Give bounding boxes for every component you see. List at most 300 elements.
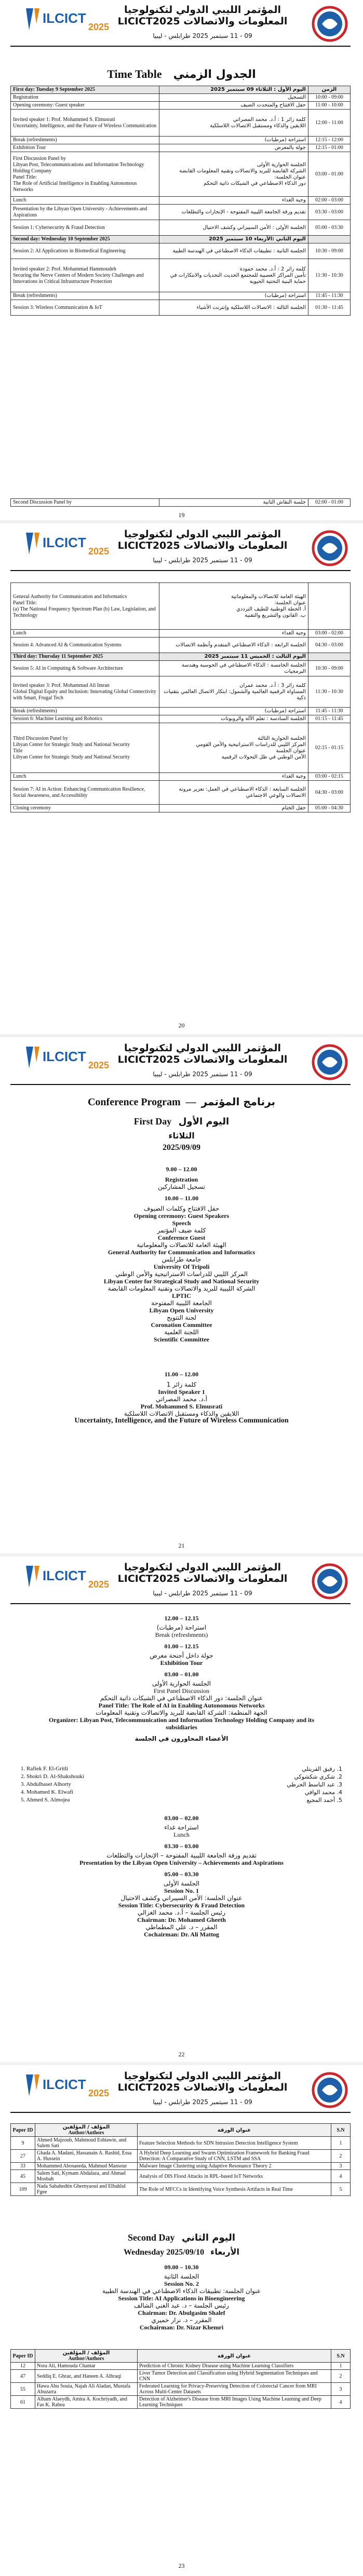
libya-emblem-icon: [312, 2069, 348, 2111]
row-en: Lunch: [11, 630, 159, 638]
table-row: [11, 94, 351, 102]
panelist: 2. Shokri D. Al-Shakshouki: [21, 1773, 84, 1780]
row-en: Second Discussion Panel by: [11, 499, 159, 507]
table-row: [11, 638, 351, 653]
program-line: المركز الليبي للدراسات الاستراتيجية والأمن الوطني: [115, 1270, 248, 1278]
paper-authors: Hawa Abu Souia, Najah Ali Aladan, Mustafa Abuzarra: [35, 2383, 138, 2396]
page-20: [0, 524, 363, 1033]
page-number: 19: [178, 511, 185, 519]
program-line: عنوان الجلسة: الأمن السيبراني وكشف الاحتيال: [120, 1894, 243, 1902]
paper-id: 27: [11, 2150, 35, 2163]
row-en: First Discussion Panel by Libyan Post, Telecommunications and Information Technology Holding Company Panel Title: The Role of Artificial Intelligence in Enabling Autonomous Networks: [11, 152, 159, 197]
row-ar: جلسة النقاش الثانية: [159, 499, 308, 507]
table-row: [11, 2396, 351, 2409]
table-row: [11, 2170, 351, 2183]
panelist: 3. Abdulbaset Alhorty: [21, 1781, 71, 1787]
program-line: كلمة ضيف المؤتمر: [157, 1227, 206, 1234]
panelist: 5. أحمد المجيع: [306, 1797, 342, 1804]
licict-logo: [22, 1041, 115, 1073]
row-ar: حفل الختام: [159, 805, 308, 812]
paper-sn: 3: [331, 2383, 351, 2396]
row-time: 01:30 - 11:45: [308, 300, 350, 316]
svg-text:2025: 2025: [88, 2088, 110, 2098]
program-line: Session No. 2: [164, 2280, 199, 2287]
program-title-en: Conference Program: [87, 1096, 181, 1108]
page-number: 21: [178, 1542, 185, 1549]
panelist: 4. محمد الوافي: [304, 1789, 342, 1796]
table-row: [11, 243, 351, 259]
row-time: 02:15 - 01:15: [308, 723, 350, 773]
table-row: [11, 583, 351, 630]
table-row: [11, 2150, 351, 2163]
row-time: 10:30 - 09:00: [308, 661, 350, 676]
row-en: Session 6: Machine Learning and Robotics: [11, 715, 159, 723]
row-time: 11:45 - 11:30: [308, 708, 350, 715]
panelists-title: الأعضاء المحاورون في الجلسة: [135, 1735, 228, 1742]
row-ar: استراحة (مرطبات): [159, 137, 308, 144]
paper-title: Analysis of DIS Flood Attacks in RPL-based IoT Networks: [138, 2170, 331, 2183]
table-row: [11, 220, 351, 236]
row-ar: الجلسة الحوارية الأولى الشركة القابضة للبريد والاتصالات وتقنية المعلومات القابضة عنوان الجلسة: دور الذكاء الاصطناعي في الشبكات ذاتية التحكم: [159, 152, 308, 197]
row-ar: الجلسة الثالثة : الاتصالات اللاسلكية وإنترنت الأشياء: [159, 300, 308, 316]
row-en: Break (refreshments): [11, 137, 159, 144]
row-en: Lunch: [11, 197, 159, 205]
program-line: الجهة المنظمة: الشركة القابضة للبريد والاتصالات وتقنية المعلومات: [96, 1709, 267, 1716]
paper-title: Liver Tumor Detection and Classification using Hybrid Segmentation Techniques and CNN: [138, 2370, 331, 2383]
program-line: Invited Speaker 1: [158, 1388, 205, 1395]
row-time: [308, 583, 350, 630]
licict-logo: [22, 3, 115, 34]
program-line: Scientific Committee: [154, 1336, 209, 1343]
paper-sn: 4: [331, 2396, 351, 2409]
col-sn: S.N: [331, 2124, 351, 2137]
program-line: Session No. 1: [164, 1887, 199, 1894]
paper-sn: 5: [331, 2183, 351, 2196]
header-rule: [10, 570, 351, 571]
program-line: Uncertainty, Intelligence, and the Future of Wireless Communication: [74, 1417, 289, 1425]
program-line: Session Title: Cybersecurity & Fraud Detection: [118, 1902, 245, 1909]
page-23: [0, 2066, 363, 2576]
program-line: LPTIC: [172, 1292, 191, 1299]
row-ar: وجبة الغداء: [159, 197, 308, 205]
paper-authors: Seddiq E. Ghraz, and Haneen A. Alhraqi: [35, 2370, 138, 2383]
session2-papers-table: [10, 2349, 351, 2409]
row-en: Opening ceremony: Guest speaker: [11, 102, 159, 110]
program-line: المقرر – د. علي المطماطي: [145, 1923, 218, 1931]
paper-authors: Mohammed Abosaeeda, Mahmud Mansour: [35, 2163, 138, 2170]
program-line: اللجنة العلمية: [164, 1328, 199, 1336]
row-time: 04:30 - 03:00: [308, 638, 350, 653]
row-ar: كلمة زائر 1 : أ.د. محمد المصراتي اللايقين والذكاء ومستقبل الاتصالات اللاسلكية: [159, 110, 308, 137]
program-line: Break (refreshments): [155, 1631, 208, 1638]
row-en: Exhibition Tour: [11, 144, 159, 152]
row-time: 10:30 - 09:00: [308, 243, 350, 259]
program-line: اللايقين والذكاء ومستقبل الاتصالات اللاسلكية: [124, 1410, 239, 1417]
program-line: First Panel Discussion: [153, 1687, 210, 1694]
row-ar: التسجيل: [159, 94, 308, 102]
col-authors: [35, 2124, 138, 2137]
page-header: [0, 1038, 363, 1101]
second-day-en: Second Day: [127, 2232, 175, 2243]
paper-sn: 2: [331, 2150, 351, 2163]
program-line: أ.د. محمد المصراتي: [156, 1395, 207, 1403]
col-paper-id: Paper ID: [11, 2124, 35, 2137]
panelist: 5. Ahmed S. Almojea: [21, 1797, 70, 1803]
paper-id: 55: [11, 2383, 35, 2396]
row-en: Presentation by the Libyan Open University - Achievements and Aspirations: [11, 205, 159, 220]
time-slot: 09.00 – 10.30: [164, 2263, 199, 2271]
svg-text:2025: 2025: [88, 1060, 110, 1070]
paper-title: A Hybrid Deep Learning and Swarm Optimization Framework for Banking Fraud Detection: A Comparative Study of CNN, LSTM and SSA: [138, 2150, 331, 2163]
row-ar: تقديم ورقة الجامعة الليبية المفتوحة - الإنجازات والتطلعات: [159, 205, 308, 220]
svg-text:ILCICT: ILCICT: [43, 535, 86, 550]
program-line: الجلسة الأولى: [163, 1880, 200, 1887]
timetable-title: [0, 67, 363, 81]
row-time: 12:00 - 11:00: [308, 110, 350, 137]
licict-logo: [22, 1561, 115, 1592]
row-ar: استراحة (مرطبات): [159, 708, 308, 715]
paper-id: 61: [11, 2396, 35, 2409]
second-day-date-ar: الأربعاء: [210, 2247, 239, 2257]
program-line: عنوان الجلسة: تطبيقات الذكاء الاصطناعي في الهندسة الطبية: [102, 2287, 261, 2295]
row-ar: الجلسة الأولى : الأمن السيبراني وكشف الاحتيال: [159, 220, 308, 236]
svg-text:2025: 2025: [88, 546, 110, 557]
table-row: [11, 2163, 351, 2170]
invited-speaker-block: [0, 1371, 363, 1425]
conference-dates: 09 - 11 سبتمبر 2025 طرابلس - ليبيا: [153, 1070, 252, 1078]
program-list: [0, 1165, 363, 1343]
first-day-date: 2025/09/09: [163, 1143, 200, 1152]
paper-authors: Ahmed Majzoub, Mahmoud Eshtawie, and Salem Sati: [35, 2137, 138, 2150]
paper-title: Feature Selection Methods for SDN Intrusion Detection Intelligence System: [138, 2137, 331, 2150]
table-row: [11, 708, 351, 715]
program-line: Chairman: Dr. Mohamed Gheeth: [137, 1916, 226, 1923]
libya-emblem-icon: [312, 1561, 348, 1602]
program-line: Coronation Committee: [151, 1321, 212, 1328]
svg-text:ILCICT: ILCICT: [43, 1049, 86, 1064]
row-ar: الجلسة السابعة : الذكاء الاصطناعي في العمل: تعزيز مرونة الاتصالات والوعي الاجتماعي: [159, 781, 308, 805]
page-number: 23: [178, 2562, 185, 2569]
col-paper-id: Paper ID: [11, 2350, 35, 2363]
table-row: [11, 781, 351, 805]
licict-logo: [22, 527, 115, 559]
program-line: Panel Title: The Role of AI in Enabling Autonomous Networks: [98, 1702, 265, 1709]
table-row: [11, 2383, 351, 2396]
day1-label-en: First day: Tuesday 9 September 2025: [11, 86, 159, 94]
timetable-day1: [10, 86, 351, 316]
table-row: [11, 144, 351, 152]
row-time: 05:00 - 03:30: [308, 220, 350, 236]
conference-dates: 09 - 11 سبتمبر 2025 طرابلس - ليبيا: [153, 557, 252, 564]
paper-id: 109: [11, 2183, 35, 2196]
row-en: Registration: [11, 94, 159, 102]
paper-authors: Alham Alaeydh, Amira A. Kochriyadh, and Fas K. Rabea: [35, 2396, 138, 2409]
col-title: عنوان الورقة: [138, 2124, 331, 2137]
time-slot: 03.00 – 01.00: [164, 1671, 199, 1678]
row-ar: وجبة الغداء: [159, 773, 308, 781]
day2-label-ar: اليوم الثاني :الأربعاء 10 سبتمبر 2025: [159, 236, 308, 243]
time-slot: 01.00 – 12.15: [164, 1643, 199, 1650]
page-number: 20: [178, 1022, 185, 1029]
program-line: Chairman: Dr. Abulgasim Shalef: [138, 2309, 225, 2316]
time-slot: 9.00 – 12.00: [166, 1165, 197, 1173]
row-en: Session 2: AI Applications in Biomedical Engineering: [11, 243, 159, 259]
first-day-heading: [0, 1116, 363, 1127]
program-list-2: [0, 1814, 363, 1938]
day2-header-row: [11, 236, 351, 243]
row-time: 11:30 - 10:30: [308, 259, 350, 292]
program-line: تقديم ورقة الجامعة الليبية المفتوحة – الإنجازات والتطلعات: [106, 1852, 257, 1859]
row-en: Third Discussion Panel by Libyan Center for Strategic Study and National Security Title Libyan Center for Strategic Study and National Security: [11, 723, 159, 773]
libya-emblem-icon: [312, 527, 348, 569]
timetable-title-en: Time Table: [107, 67, 162, 80]
panelist: 1. Rafiek F. El-Gritli: [21, 1766, 69, 1772]
row-ar: كلمة زائر 3 : أ.د. محمد عمران المساواة الرقمية العالمية والشمول: ابتكار الاتصال العالمي بتقنيات ذكية: [159, 676, 308, 708]
row-time: 12:15 - 01:00: [308, 144, 350, 152]
table-row: [11, 259, 351, 292]
day3-label-en: Third day: Thursday 11 September 2025: [11, 653, 159, 661]
page-number: 22: [178, 2051, 185, 2058]
table-row: [11, 137, 351, 144]
svg-text:2025: 2025: [88, 22, 110, 32]
program-line: الهيئة العامة للاتصالات والمعلوماتية: [137, 1241, 226, 1249]
row-en: Lunch: [11, 773, 159, 781]
row-en: Invited speaker 1: Prof. Mohammed S. Elmusrati Uncertainty, Intelligence, and the Future of Wireless Communication: [11, 110, 159, 137]
second-day-date-en: Wednesday 2025/09/10: [124, 2248, 205, 2257]
panelist: 1. رفيق القريتلي: [302, 1766, 342, 1772]
paper-authors: Salem Sati, Kymam Abdalaza, and Ahmad Mosbah: [35, 2170, 138, 2183]
paper-id: 45: [11, 2170, 35, 2183]
row-ar: الهيئة العامة للاتصالات والمعلوماتية عنوان الجلسة: أ. الخطة الوطنية للطيف الترددي ب. القانون والتشريع والتقنية: [159, 583, 308, 630]
row-en: Session 3: Wireless Communication & IoT: [11, 300, 159, 316]
time-slot: 03.30 – 03.00: [164, 1842, 199, 1850]
paper-id: 9: [11, 2137, 35, 2150]
panelist: 2. شكري شكشوكي: [294, 1773, 342, 1780]
row-ar: الجلسة السادسة : تعلم الآلة والروبوتات: [159, 715, 308, 723]
paper-id: 12: [11, 2363, 35, 2370]
header-rule: [10, 1603, 351, 1604]
page-header: [0, 0, 363, 62]
panelists-en: [21, 1765, 84, 1804]
time-slot: 05.00 – 03.30: [164, 1870, 199, 1878]
row-en: Invited speaker 3: Prof. Mohammad Ali Imran Global Digital Equity and Inclusion: Innovating Global Connectivity with Smart, Frugal Tech: [11, 676, 159, 708]
svg-text:ILCICT: ILCICT: [43, 10, 86, 26]
day3-label-ar: اليوم الثالث : الخميس 11 سبتمبر 2025: [159, 653, 308, 661]
program-list: [0, 1615, 363, 1742]
table-header-row: [11, 2350, 351, 2363]
row-en: Session 4: Advanced AI & Communication Systems: [11, 638, 159, 653]
paper-title: The Role of MFCCs in Identifying Voice Synthesis Artifacts in Real Time: [138, 2183, 331, 2196]
paper-authors: Ghada A. Madani, Hassanain A. Rashid, Essa A. Hussein: [35, 2150, 138, 2163]
paper-authors: Nada Sabahedtin Ghernyaoui and Elbahlul Fgee: [35, 2183, 138, 2196]
table-header-row: [11, 2124, 351, 2137]
program-line: Exhibition Tour: [160, 1659, 203, 1666]
second-day-ar: اليوم الثاني: [181, 2232, 236, 2243]
row-ar: حفل الافتتاح والمتحدث الضيف: [159, 102, 308, 110]
row-ar: كلمة زائر 2 : أ.د. محمد حمودة تأمين المراكز العصبية للمجتمع الحديث التحديات والابتكارات في حماية البنية التحتية الحيوية: [159, 259, 308, 292]
program-line: Cochairman: Dr. Nizar Khemri: [139, 2324, 224, 2331]
table-row: [11, 499, 351, 507]
time-header: الزمن: [308, 86, 350, 94]
conference-title-ar: المؤتمر الليبي الدولي لتكنولوجيا المعلومات والاتصالات LICICT2025: [117, 1562, 288, 1584]
page-header: [0, 524, 363, 587]
program-line: Cochairman: Dr. Ali Mattog: [144, 1931, 219, 1938]
program-line: Presentation by the Libyan Open University – Achievements and Aspirations: [79, 1859, 284, 1866]
row-ar: استراحة (مرطبات): [159, 292, 308, 300]
header-rule: [10, 2112, 351, 2113]
page-22: [0, 1557, 363, 2061]
program-line: جولة داخل أجنحة معرض: [150, 1652, 213, 1659]
program-line: الشركة الليبية للبريد والاتصالات وتقنية المعلومات القابضة: [107, 1285, 256, 1292]
table-row: [11, 102, 351, 110]
row-en: Session 5: AI in Computing & Software Architecture: [11, 661, 159, 676]
row-ar: الجلسة الخامسة : الذكاء الاصطناعي في الحوسبة وهندسة البرمجيات: [159, 661, 308, 676]
day2-label-en: Second day: Wednesday 10 September 2025: [11, 236, 159, 243]
header-rule: [10, 46, 351, 47]
svg-text:ILCICT: ILCICT: [43, 1568, 86, 1583]
timetable-title-ar: الجدول الزمني: [173, 68, 256, 81]
paper-title: Prediction of Chronic Kidney Disease using Machine Learning Classifiers: [138, 2363, 331, 2370]
page-separator: [0, 2062, 363, 2065]
header-rule: [10, 1084, 351, 1085]
table-row: [11, 676, 351, 708]
col-authors-en: Author/Authors: [68, 2356, 104, 2362]
table-row: [11, 805, 351, 812]
program-line: Speech: [172, 1219, 191, 1227]
day1-label-ar: اليوم الأول : الثلاثاء 09 سبتمبر 2025: [159, 86, 308, 94]
row-en: Session 7: AI in Action: Enhancing Communication Resilience, Social Awareness, and Accessibility: [11, 781, 159, 805]
row-time: 05:00 - 04:30: [308, 805, 350, 812]
table-row: [11, 773, 351, 781]
program-line: عنوان الجلسة: دور الذكاء الاصطناعي في الشبكات ذاتية التحكم: [100, 1694, 263, 1702]
program-line: الجامعة الليبية المفتوحة: [151, 1299, 212, 1307]
table-row: [11, 630, 351, 638]
row-time: 11:00 - 10:00: [308, 102, 350, 110]
row-en: Break (refreshments): [11, 708, 159, 715]
col-authors: [35, 2350, 138, 2363]
col-authors-ar: المؤلف / المؤلفين: [62, 2124, 110, 2130]
row-time: 03:30 - 03:00: [308, 205, 350, 220]
program-line: الجلسة الحوارية الأولى: [152, 1680, 211, 1687]
table-row: [11, 152, 351, 197]
row-en: Break (refreshments): [11, 292, 159, 300]
program-line: جامعة طرابلس: [162, 1256, 201, 1263]
row-en: General Authority for Communication and Informatics Panel Title: (a) The National Frequency Spectrum Plan (b) Law, Legislation, and Technology: [11, 583, 159, 630]
conference-title-ar: المؤتمر الليبي الدولي لتكنولوجيا المعلومات والاتصالات LICICT2025: [117, 1042, 288, 1065]
col-authors-ar: المؤلف / المؤلفين: [62, 2350, 110, 2356]
row-time: 03:00 - 02:15: [308, 773, 350, 781]
session1-papers-table: [10, 2123, 351, 2196]
program-line: تسجيل المشاركين: [158, 1183, 205, 1190]
program-line: استراحة غداء: [164, 1824, 199, 1831]
table-row: [11, 197, 351, 205]
program-line: General Authority for Communication and Informatics: [107, 1249, 256, 1256]
day1-header-row: [11, 86, 351, 94]
conference-dates: 09 - 11 سبتمبر 2025 طرابلس - ليبيا: [153, 1590, 252, 1597]
program-line: Opening ceremony: Guest Speakers: [133, 1212, 230, 1219]
panelists-ar: [287, 1765, 342, 1804]
page-21: [0, 1038, 363, 1552]
col-title: عنوان الورقة: [138, 2350, 331, 2363]
row-time: 02:00 - 01:00: [308, 499, 350, 507]
program-line: Lunch: [173, 1831, 190, 1838]
row-time: 04:30 - 03:00: [308, 781, 350, 805]
paper-sn: 1: [331, 2363, 351, 2370]
page-separator: [0, 1553, 363, 1556]
timetable-day2-cont: [10, 582, 351, 812]
row-en: Invited speaker 2: Prof. Mohammad Hammoudeh Securing the Nerve Centers of Modern Society Challenges and Innovations in Critical Infrastructure Protection: [11, 259, 159, 292]
program-line: Libyan Center for Strategical Study and National Security: [103, 1278, 260, 1285]
program-line: Organizer: Libyan Post, Telecommunication and Information Technology Holding Company and its subsidiaries: [48, 1716, 315, 1731]
row-time: 02:00 - 03:00: [308, 197, 350, 205]
conference-title-ar: المؤتمر الليبي الدولي لتكنولوجيا المعلومات والاتصالات LICICT2025: [117, 4, 288, 27]
paper-sn: 2: [331, 2370, 351, 2383]
page-19: [0, 0, 363, 519]
program-title: Conference Program — برنامج المؤتمر: [87, 1095, 276, 1108]
row-ar: جولة بالمعرض: [159, 144, 308, 152]
second-day-heading: [0, 2232, 363, 2243]
svg-text:2025: 2025: [88, 1579, 110, 1590]
row-ar: وجبة الغداء: [159, 630, 308, 638]
program-line: استراحة (مرطبات): [156, 1624, 207, 1631]
paper-id: 47: [11, 2370, 35, 2383]
paper-title: Malware Image Clustering using Adaptive Resonance Theory 2: [138, 2163, 331, 2170]
conference-title-ar: المؤتمر الليبي الدولي لتكنولوجيا المعلومات والاتصالات LICICT2025: [117, 528, 288, 551]
program-line: رئيس الجلسة – د. عبد الغني الشالف: [134, 2302, 229, 2309]
row-time: 01:15 - 11:45: [308, 715, 350, 723]
program-line: Libyan Open University: [149, 1307, 214, 1314]
table-row: [11, 2183, 351, 2196]
col-sn: S.N: [331, 2350, 351, 2363]
session2-block: [0, 2263, 363, 2331]
program-line: Conference Guest: [157, 1234, 206, 1241]
libya-emblem-icon: [312, 1041, 348, 1083]
paper-sn: 1: [331, 2137, 351, 2150]
second-day-date: [0, 2247, 363, 2257]
table-row: [11, 110, 351, 137]
row-en: Session 1: Cybersecurity & Fraud Detection: [11, 220, 159, 236]
conference-dates: 09 - 11 سبتمبر 2025 طرابلس - ليبيا: [153, 32, 252, 39]
program-line: كلمة زائر 1: [166, 1381, 197, 1388]
row-ar: الجلسة الثانية : تطبيقات الذكاء الاصطناعي في الهندسة الطبية: [159, 243, 308, 259]
conference-title-ar: المؤتمر الليبي الدولي لتكنولوجيا المعلومات والاتصالات LICICT2025: [117, 2070, 288, 2093]
first-day-ar: اليوم الأول: [178, 1116, 230, 1127]
program-title-ar: برنامج المؤتمر: [201, 1095, 276, 1108]
program-line: حفل الافتتاح وكلمات الضيوف: [143, 1205, 220, 1212]
table-row: [11, 205, 351, 220]
page-separator: [0, 1034, 363, 1037]
time-slot: 11.00 – 12.00: [164, 1371, 199, 1378]
libya-emblem-icon: [312, 3, 348, 45]
paper-authors: Nora Ali, Hamouda Chantar: [35, 2363, 138, 2370]
paper-title: Detection of Alzheimer's Disease from MRI Images Using Machine Learning and Deep Learning Techniques: [138, 2396, 331, 2409]
panelist: 4. Mohamed K. Elwafi: [21, 1789, 74, 1795]
conference-dates: 09 - 11 سبتمبر 2025 طرابلس - ليبيا: [153, 2098, 252, 2106]
table-row: [11, 2137, 351, 2150]
timetable-page-bottom: [10, 498, 351, 507]
row-time: 12:15 - 12:00: [308, 137, 350, 144]
time-slot: 10.00 – 11.00: [164, 1195, 199, 1202]
table-row: [11, 723, 351, 773]
row-ar: الجلسة الحوارية الثالثة المركز الليبي للدراسات الاستراتيجية والأمن القومي عنوان الجلسة الأمن الوطني في ظل التحولات الرقمية: [159, 723, 308, 773]
program-line: المقرر – د. نزار خميري: [151, 2316, 212, 2324]
row-ar: الجلسة الرابعة : الذكاء الاصطناعي المتقدم وأنظمة الاتصالات: [159, 638, 308, 653]
table-row: [11, 300, 351, 316]
program-line: الجلسة الثانية: [164, 2273, 199, 2280]
first-day-en: First Day: [133, 1116, 172, 1127]
panelist: 3. عبد الباسط الحرطي: [287, 1781, 342, 1788]
row-time: 11:45 - 11:30: [308, 292, 350, 300]
